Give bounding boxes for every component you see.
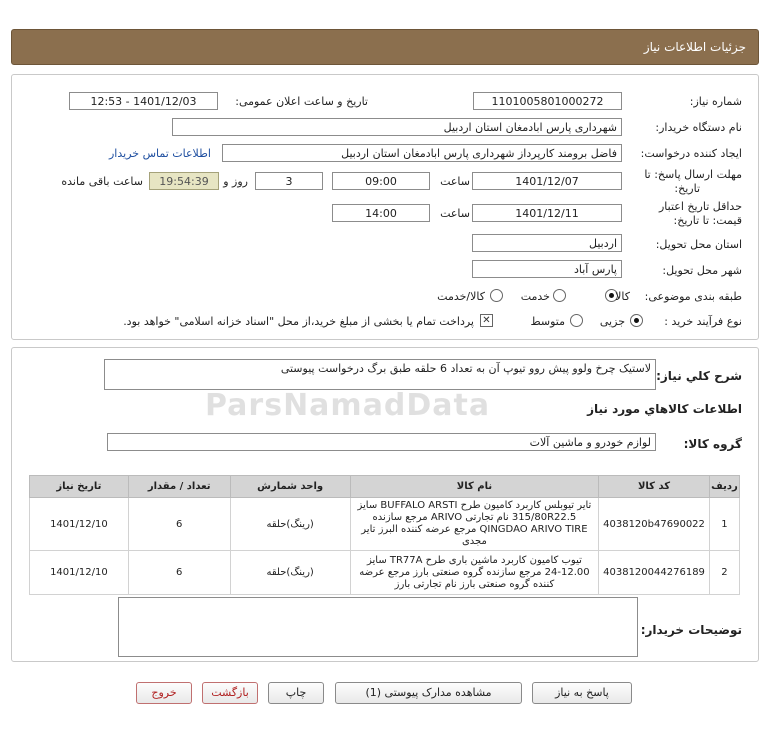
row-number: 2 — [709, 551, 739, 595]
city-field: پارس آباد — [472, 260, 622, 278]
category-both-label: کالا/خدمت — [437, 290, 485, 303]
deadline-label: مهلت ارسال پاسخ: تا — [644, 168, 742, 181]
item-date: 1401/12/10 — [30, 551, 129, 595]
process-medium-radio[interactable] — [570, 314, 583, 327]
goods-group-label: گروه کالا: — [683, 437, 742, 451]
deadline-date-field: 1401/12/07 — [472, 172, 622, 190]
col-code: کد کالا — [599, 476, 710, 498]
province-field: اردبیل — [472, 234, 622, 252]
item-name: تیوب کامیون کاربرد ماشین باری طرح TR77A سایز 12.00-24 مرجع سازنده گروه صنعتی بارز مرجع عرضه کننده گروه صنعتی بارز نام تجارتی بارز — [350, 551, 598, 595]
days-field: 3 — [255, 172, 323, 190]
reply-button[interactable]: پاسخ به نیاز — [532, 682, 632, 704]
item-unit: (رینگ)حلقه — [230, 498, 350, 551]
buyer-notes-label: توضیحات خریدار: — [640, 623, 742, 637]
category-service-radio[interactable] — [553, 289, 566, 302]
deadline-label-date: تاریخ: — [674, 182, 700, 195]
remaining-time-field: 19:54:39 — [149, 172, 219, 190]
exit-button[interactable]: خروج — [136, 682, 192, 704]
item-unit: (رینگ)حلقه — [230, 551, 350, 595]
back-button[interactable]: بازگشت — [202, 682, 258, 704]
goods-section-title: اطلاعات کالاهاي مورد نياز — [587, 402, 742, 416]
table-row — [30, 498, 740, 551]
need-number-label: شماره نیاز: — [689, 95, 742, 108]
process-medium-label: متوسط — [530, 315, 565, 328]
validity-label-date: قیمت: تا تاریخ: — [673, 214, 742, 227]
announce-field: 1401/12/03 - 12:53 — [69, 92, 218, 110]
goods-table — [29, 475, 740, 595]
process-minor-label: جزیی — [599, 315, 625, 328]
validity-date-field: 1401/12/11 — [472, 204, 622, 222]
requester-label: ایجاد کننده درخواست: — [640, 147, 742, 160]
category-service-label: خدمت — [520, 290, 550, 303]
buyer-notes-field — [118, 597, 638, 657]
item-date: 1401/12/10 — [30, 498, 129, 551]
requester-field: فاضل برومند کارپرداز شهرداری پارس ابادمغان استان اردبیل — [222, 144, 622, 162]
print-button[interactable]: چاپ — [268, 682, 324, 704]
treasury-checkbox[interactable]: ✕ — [480, 314, 493, 327]
col-name: نام کالا — [350, 476, 598, 498]
category-goods-label: کالا — [615, 290, 630, 303]
item-qty: 6 — [128, 498, 230, 551]
attachments-button[interactable]: مشاهده مدارک پیوستی (1) — [335, 682, 522, 704]
page-title: جزئیات اطلاعات نیاز — [643, 40, 746, 54]
item-qty: 6 — [128, 551, 230, 595]
col-date: تاریخ نیاز — [30, 476, 129, 498]
payment-note: پرداخت تمام یا بخشی از مبلغ خرید،از محل "اسناد خزانه اسلامی" خواهد بود. — [123, 315, 474, 328]
remaining-label: ساعت باقی مانده — [61, 175, 143, 188]
announce-label: تاریخ و ساعت اعلان عمومی: — [235, 95, 368, 108]
days-label: روز و — [223, 175, 248, 188]
province-label: استان محل تحویل: — [655, 238, 742, 251]
table-row — [30, 551, 740, 595]
goods-group-field: لوازم خودرو و ماشین آلات — [107, 433, 656, 451]
category-both-radio[interactable] — [490, 289, 503, 302]
item-code: 4038120044276189 — [599, 551, 710, 595]
validity-label: حداقل تاریخ اعتبار — [658, 200, 742, 213]
city-label: شهر محل تحویل: — [662, 264, 742, 277]
buyer-contact-link[interactable]: اطلاعات تماس خریدار — [109, 147, 211, 160]
item-code: 4038120b47690022 — [599, 498, 710, 551]
summary-label: شرح کلي نياز: — [656, 369, 742, 383]
validity-time-field: 14:00 — [332, 204, 430, 222]
buyer-org-field: شهرداری پارس ابادمغان استان اردبیل — [172, 118, 622, 136]
deadline-time-field: 09:00 — [332, 172, 430, 190]
col-unit: واحد شمارش — [230, 476, 350, 498]
deadline-time-label: ساعت — [440, 175, 470, 188]
summary-field: لاستیک چرخ ولوو پیش روو تیوپ آن به تعداد 6 حلقه طبق برگ درخواست پیوستی — [104, 359, 656, 390]
buyer-org-label: نام دستگاه خریدار: — [655, 121, 742, 134]
process-minor-radio[interactable] — [630, 314, 643, 327]
col-row: ردیف — [709, 476, 739, 498]
item-name: تایر تیوبلس کاربرد کامیون طرح BUFFALO ARSTI سایز 315/80R22.5 نام تجارتی ARIVO مرجع سازنده QINGDAO ARIVO TIRE مرجع عرضه کننده البرز تایر مجدی — [350, 498, 598, 551]
need-number-field: 1101005801000272 — [473, 92, 622, 110]
row-number: 1 — [709, 498, 739, 551]
col-qty: تعداد / مقدار — [128, 476, 230, 498]
validity-time-label: ساعت — [440, 207, 470, 220]
category-label: طبقه بندی موضوعی: — [644, 290, 742, 303]
process-label: نوع فرآیند خرید : — [664, 315, 742, 328]
page-header — [11, 29, 759, 65]
